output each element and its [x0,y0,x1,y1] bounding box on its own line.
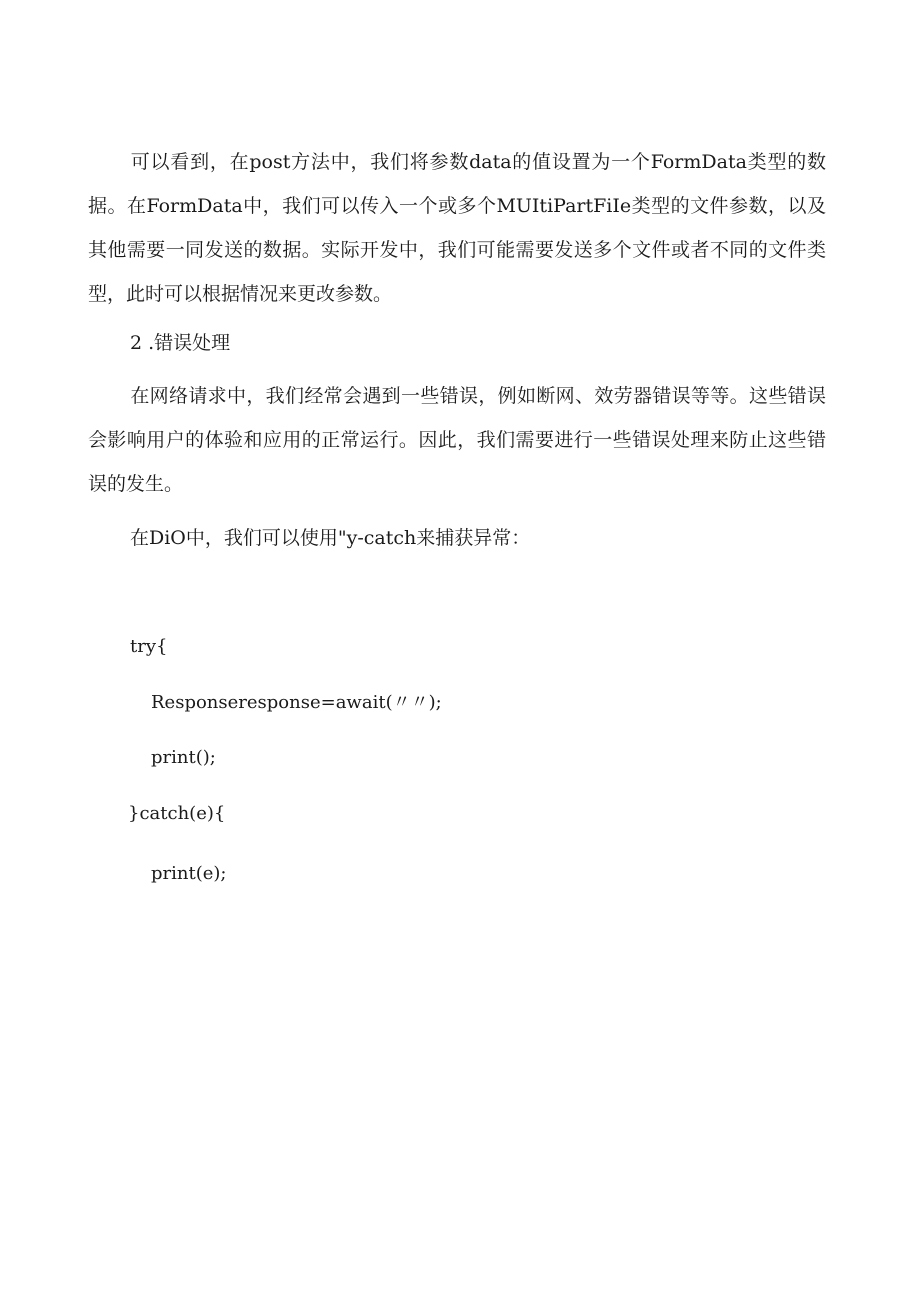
code-line: print(e); [151,863,227,884]
code-line: try{ [130,636,168,657]
paragraph-error-intro [88,374,826,506]
paragraph-try-catch-text: 在DiO中，我们可以使用"y-catch来捕获异常： [130,527,531,549]
code-line: print(); [151,747,216,768]
section-heading-error-handling: 2 .错误处理 [130,332,231,354]
paragraph-formdata-text: 可以看到，在post方法中，我们将参数data的值设置为一个FormData类型的数据。在FormData中，我们可以传入一个或多个MUItiPartFiIe类型的文件参数，以及其他需要一同发送的数据。实际开发中，我们可能需要发送多个文件或者不同的文件类型，此时可以根据情况来更改参数。 [88,151,826,305]
paragraph-error-intro-text: 在网络请求中，我们经常会遇到一些错误，例如断网、效劳器错误等等。这些错误会影响用户的体验和应用的正常运行。因此，我们需要进行一些错误处理来防止这些错误的发生。 [88,385,826,495]
code-line: }catch(e){ [128,803,226,824]
paragraph-formdata [88,140,826,316]
paragraph-try-catch [88,516,826,560]
code-line: Responseresponse=await(〃〃); [151,692,442,713]
